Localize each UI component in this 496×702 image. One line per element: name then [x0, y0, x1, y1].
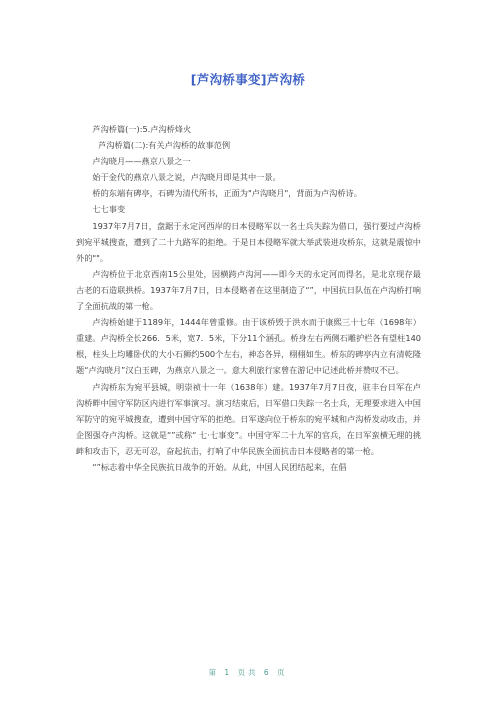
paragraph: 卢沟桥位于北京西南15公里处，因横跨卢沟河——即今天的永定河而得名，是北京现存最古老的石造联拱桥。1937年7月7日，日本侵略者在这里制造了“”，中国抗日队伍在卢沟桥打响了全面抗战的第一枪。 — [76, 268, 421, 312]
page-footer: 第 1 页共 6 页 — [208, 668, 288, 677]
paragraph: 1937年7月7日，盘踞于永定河西岸的日本侵略军以一名士兵失踪为借口，强行要过卢沟桥到宛平城搜查，遭到了二十九路军的拒绝。于是日本侵略军就大举武装进攻桥东，这就是震惊中外的""。 — [76, 220, 421, 263]
paragraph: 芦沟桥篇(二):有关卢沟桥的故事范例 — [98, 140, 231, 151]
paragraph: 卢沟桥东为宛平县城，明崇祯十一年（1638年）建。1937年7月7日夜，驻丰台日军在卢沟桥畔中国守军防区内进行军事演习。演习结束后，日军借口失踪一名士兵，无理要求进入中国军防守的宛平城搜查，遭到中国守军的拒绝。日军遂向位于桥东的宛平城和卢沟桥发动攻击，并企图强夺卢沟桥。这就是“”或称“ 七·七事变”。中国守军二十九军的官兵，在日军蛮横无理的挑衅和攻击下，忍无可忍，奋起抗击，打响了中华民族全面抗击日本侵略者的第一枪。 — [76, 381, 421, 456]
paragraph: “”标志着中华全民族抗日战争的开始。从此，中国人民团结起来，在倡 — [92, 461, 347, 472]
paragraph: 始于金代的燕京八景之说，卢沟晓月即是其中一景。 — [92, 172, 281, 183]
section-heading: 七七事变 — [92, 204, 126, 215]
paragraph: 桥的东端有碑亭，石碑为清代所书，正面为"卢沟晓月"，背面为卢沟桥诗。 — [92, 188, 362, 199]
paragraph: 卢沟桥始建于1189年，1444年曾重修。由于该桥毁于洪水而于康熙三十七年（1698年）重建。卢沟桥全长266．5米，宽7．5米，下分11个涵孔。桥身左右两侧石雕护栏各有望柱140根，柱头上均雕卧伏的大小石狮约500个左右，神态各异，栩栩如生。桥东的碑亭内立有清乾隆题“卢沟晓月”汉白玉碑，为燕京八景之一。意大利旅行家曾在游记中记述此桥并赞叹不已。 — [76, 317, 421, 376]
page-title: [芦沟桥事变]芦沟桥 — [190, 72, 306, 87]
paragraph: 芦沟桥篇(一):5.卢沟桥烽火 — [92, 124, 192, 134]
document-body — [76, 121, 421, 475]
paragraph: 卢沟晓月——燕京八景之一 — [92, 156, 191, 167]
